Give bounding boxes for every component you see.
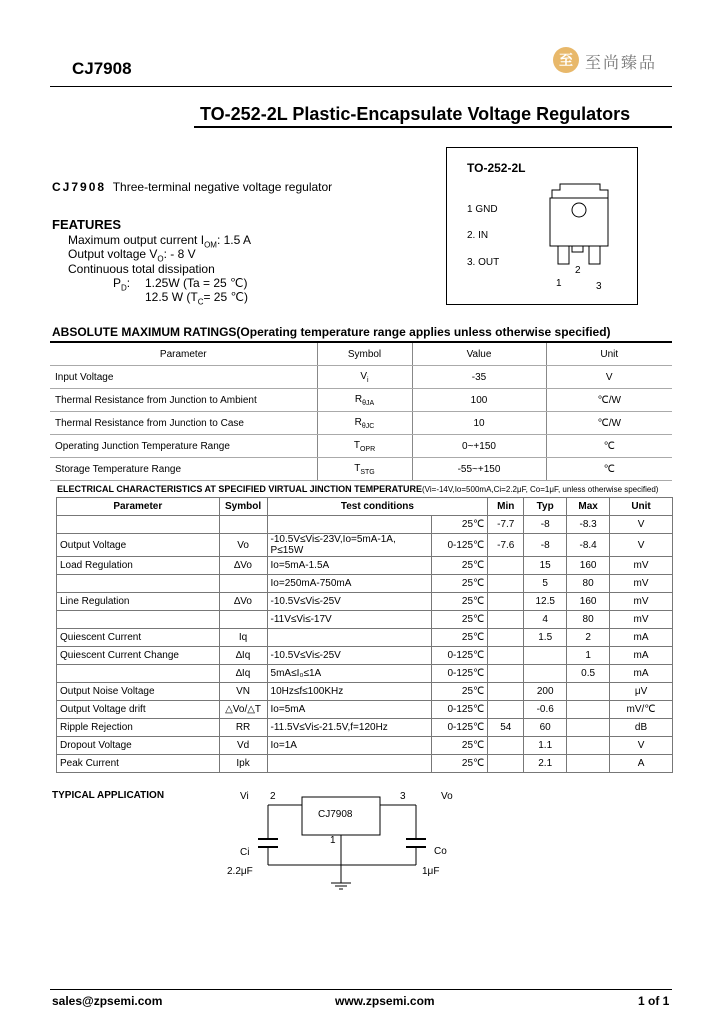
ec-condition: -10.5V≤Vi≤-23V,Io=5mA-1A, P≤15W [267,534,432,557]
ec-min [488,737,524,755]
ec-unit: mV/℃ [610,701,673,719]
table-row [57,593,673,611]
table-row [50,412,672,435]
ec-symbol: Iq [219,629,267,647]
ec-param [57,575,220,593]
ec-condition [267,755,432,773]
amr-param: Operating Junction Temperature Range [50,435,317,458]
footer-email[interactable]: sales@zpsemi.com [52,994,163,1008]
table-row [57,534,673,557]
ec-min [488,629,524,647]
amr-value: -55~+150 [412,458,546,481]
table-row [50,435,672,458]
ec-unit: V [610,534,673,557]
logo-text: 至尚臻品 [585,53,658,72]
ec-unit: mV [610,575,673,593]
ec-param: Output Voltage [57,534,220,557]
sym: T [354,462,361,474]
package-diagram-box [446,147,638,305]
circuit-pin-out: 3 [400,791,406,802]
ec-typ: 2.1 [524,755,567,773]
ec-unit: mA [610,629,673,647]
feature-output-voltage [68,247,196,263]
sym-sub: STG [360,468,375,476]
ec-typ: -0.6 [524,701,567,719]
sym: R [354,416,362,428]
pd-colon: : [126,276,131,290]
circuit-chip-label: CJ7908 [318,809,353,820]
ec-min: -7.7 [488,516,524,534]
ec-condition: -11.5V≤Vi≤-21.5V,f=120Hz [267,719,432,737]
ec-condition: -10.5V≤Vi≤-25V [267,593,432,611]
table-row [57,575,673,593]
ec-condition: Io=1A [267,737,432,755]
ec-symbol: △Vo/△T [219,701,267,719]
amr-symbol [317,366,412,389]
ec-typ: 200 [524,683,567,701]
typical-application-heading: TYPICAL APPLICATION [52,790,165,801]
ec-temp: 25℃ [432,575,488,593]
ec-symbol: Ipk [219,755,267,773]
ec-param: Dropout Voltage [57,737,220,755]
amr-param: Storage Temperature Range [50,458,317,481]
table-row [50,389,672,412]
amr-unit: ℃ [546,435,672,458]
sym: T [353,439,360,451]
ec-temp: 0-125℃ [432,719,488,737]
intro-line [52,180,332,194]
logo-mark-icon: 至 [553,47,579,73]
pd2-text: 12.5 W (T [145,290,198,304]
table-row [57,701,673,719]
footer-page-number: 1 of 1 [638,994,670,1008]
amr-value: 100 [412,389,546,412]
ec-min [488,647,524,665]
ec-condition: -11V≤Vi≤-17V [267,611,432,629]
amr-col-header: Symbol [317,343,412,366]
circuit-ci-value: 2.2μF [227,866,253,877]
table-row [57,611,673,629]
header-divider [50,86,672,87]
ec-symbol [219,611,267,629]
ec-temp: 0-125℃ [432,647,488,665]
table-row [57,557,673,575]
ec-symbol [219,516,267,534]
ec-col-header: Test conditions [267,498,488,516]
feature-dissipation: Continuous total dissipation [68,262,215,276]
ec-symbol: ∆Vo [219,593,267,611]
ec-max [567,683,610,701]
pkg-pin-2: 2 [575,265,581,276]
pin-label-in: 2. IN [467,230,489,241]
ec-max: 80 [567,611,610,629]
ec-param: Load Regulation [57,557,220,575]
ec-param: Output Noise Voltage [57,683,220,701]
amr-unit: ℃/W [546,389,672,412]
ec-temp: 25℃ [432,557,488,575]
feature-sub: OM [204,240,217,250]
feature-value: : - 8 V [163,247,196,261]
table-row [57,719,673,737]
ec-temp: 25℃ [432,593,488,611]
ec-param: Output Voltage drift [57,701,220,719]
ec-min [488,701,524,719]
table-row [57,683,673,701]
ec-typ: 5 [524,575,567,593]
ec-temp: 25℃ [432,737,488,755]
amr-param: Thermal Resistance from Junction to Case [50,412,317,435]
ec-max: 160 [567,557,610,575]
feature-value: : 1.5 A [216,233,251,247]
ec-param: Quiescent Current Change [57,647,220,665]
ec-param: Ripple Rejection [57,719,220,737]
feature-pd-tc [145,290,248,306]
sym-sub: i [367,376,369,384]
ec-symbol: Vo [219,534,267,557]
ec-max [567,755,610,773]
ec-symbol: ∆Iq [219,647,267,665]
ec-typ: -8 [524,534,567,557]
table-row [57,647,673,665]
ec-max: -8.3 [567,516,610,534]
ec-col-header: Min [488,498,524,516]
ec-min [488,593,524,611]
ec-param: Quiescent Current [57,629,220,647]
ec-max [567,719,610,737]
ec-unit: V [610,516,673,534]
ec-heading-text: ELECTRICAL CHARACTERISTICS AT SPECIFIED VIRTUAL JINCTION TEMPERATURE [57,484,423,494]
ec-min: -7.6 [488,534,524,557]
ec-col-header: Max [567,498,610,516]
ec-temp: 25℃ [432,516,488,534]
company-logo [553,47,671,77]
intro-part: CJ7908 [52,180,107,194]
ec-conditions: (Vi=-14V,Io=500mA,Ci=2.2μF, Co=1μF, unless otherwise specified) [422,485,659,494]
ec-symbol: Vd [219,737,267,755]
ec-condition: -10.5V≤Vi≤-25V [267,647,432,665]
ec-param [57,665,220,683]
ec-temp: 25℃ [432,755,488,773]
ec-unit: mA [610,665,673,683]
amr-symbol [317,435,412,458]
ec-max: -8.4 [567,534,610,557]
ec-col-header: Parameter [57,498,220,516]
ec-unit: mV [610,593,673,611]
ec-unit: mA [610,647,673,665]
ec-condition: 10Hz≤f≤100KHz [267,683,432,701]
ec-min [488,683,524,701]
ec-typ: 4 [524,611,567,629]
ec-unit: A [610,755,673,773]
ec-typ: 12.5 [524,593,567,611]
ec-table [56,497,673,773]
amr-unit: ℃ [546,458,672,481]
amr-heading: ABSOLUTE MAXIMUM RATINGS(Operating temperature range applies unless otherwise specified) [52,325,611,339]
ec-min [488,611,524,629]
table-row [50,458,672,481]
feature-pd-ta: 1.25W (Ta = 25 ℃) [145,276,248,290]
ec-typ: -8 [524,516,567,534]
sym-sub: θJA [362,399,375,407]
ec-typ: 1.1 [524,737,567,755]
ec-max [567,701,610,719]
ec-max: 80 [567,575,610,593]
ec-symbol: RR [219,719,267,737]
ec-col-header: Typ [524,498,567,516]
title-underline [194,126,672,128]
ec-max: 2 [567,629,610,647]
circuit-pin-in: 2 [270,791,276,802]
footer-divider [50,989,672,990]
table-row [57,665,673,683]
amr-unit: ℃/W [546,412,672,435]
ec-min [488,575,524,593]
amr-param: Input Voltage [50,366,317,389]
amr-symbol [317,389,412,412]
ec-condition [267,516,432,534]
ec-min [488,665,524,683]
header-part-number: CJ7908 [72,59,132,78]
ec-param [57,611,220,629]
sym-sub: OPR [359,445,376,453]
intro-desc: Three-terminal negative voltage regulator [112,180,333,194]
sym: V [360,370,368,382]
circuit-pin-gnd: 1 [330,835,336,846]
circuit-co-label: Co [434,846,447,857]
ec-temp: 25℃ [432,683,488,701]
amr-symbol [317,412,412,435]
ec-typ: 1.5 [524,629,567,647]
ec-condition: Io=250mA-750mA [267,575,432,593]
ec-typ [524,665,567,683]
ec-condition: Io=5mA-1.5A [267,557,432,575]
amr-param: Thermal Resistance from Junction to Ambient [50,389,317,412]
ec-param [57,516,220,534]
circuit-vi-label: Vi [240,791,249,802]
pd-text: P [113,276,122,290]
ec-max: 1 [567,647,610,665]
ec-header-row [57,498,673,516]
amr-col-header: Parameter [50,343,317,366]
table-row [57,516,673,534]
ec-param: Line Regulation [57,593,220,611]
amr-value: 10 [412,412,546,435]
ec-heading [57,484,658,494]
typical-application-circuit [220,785,480,895]
pin-label-gnd: 1 GND [467,204,498,215]
circuit-ci-label: Ci [240,847,250,858]
ec-temp: 0-125℃ [432,534,488,557]
ec-symbol [219,575,267,593]
circuit-vo-label: Vo [441,791,453,802]
pin-label-out: 3. OUT [467,257,500,268]
footer-website[interactable]: www.zpsemi.com [335,994,435,1008]
table-row [50,366,672,389]
ec-typ [524,647,567,665]
feature-pd-label [113,276,130,292]
ec-symbol: ∆Iq [219,665,267,683]
pd2-sub: C [197,297,204,307]
amr-col-header: Value [412,343,546,366]
ec-min [488,557,524,575]
amr-col-header: Unit [546,343,672,366]
feature-text: Maximum output current I [68,233,205,247]
ec-temp: 25℃ [432,611,488,629]
page-title: TO-252-2L Plastic-Encapsulate Voltage Regulators [200,104,631,124]
amr-value: -35 [412,366,546,389]
amr-value: 0~+150 [412,435,546,458]
ec-symbol: VN [219,683,267,701]
sym-sub: θJC [361,422,375,430]
amr-unit: V [546,366,672,389]
ec-temp: 0-125℃ [432,665,488,683]
ec-symbol: ∆Vo [219,557,267,575]
ec-unit: dB [610,719,673,737]
ec-max: 160 [567,593,610,611]
amr-symbol [317,458,412,481]
pkg-pin-3: 3 [596,281,602,291]
ec-unit: mV [610,557,673,575]
ec-max: 0.5 [567,665,610,683]
pd2-end: = 25 ℃) [203,290,248,304]
to252-package-icon [542,176,622,291]
ec-condition: 5mA≤I₀≤1A [267,665,432,683]
ec-unit: μV [610,683,673,701]
amr-table [50,343,672,481]
ec-unit: V [610,737,673,755]
ec-temp: 25℃ [432,629,488,647]
table-row [57,737,673,755]
table-row [57,755,673,773]
ec-col-header: Unit [610,498,673,516]
ec-temp: 0-125℃ [432,701,488,719]
features-heading: FEATURES [52,217,122,232]
sym: R [354,393,363,405]
package-name: TO-252-2L [467,161,526,175]
ec-condition: Io=5mA [267,701,432,719]
ec-col-header: Symbol [219,498,267,516]
ec-min: 54 [488,719,524,737]
table-row [57,629,673,647]
ec-param: Peak Current [57,755,220,773]
pd-sub: D [121,283,127,293]
feature-sub: O [157,254,164,264]
amr-header-row [50,343,672,366]
ec-unit: mV [610,611,673,629]
feature-text: Output voltage V [68,247,158,261]
ec-typ: 60 [524,719,567,737]
circuit-co-value: 1μF [422,866,440,877]
ec-condition [267,629,432,647]
ec-typ: 15 [524,557,567,575]
ec-min [488,755,524,773]
pkg-pin-1: 1 [556,278,562,289]
ec-max [567,737,610,755]
